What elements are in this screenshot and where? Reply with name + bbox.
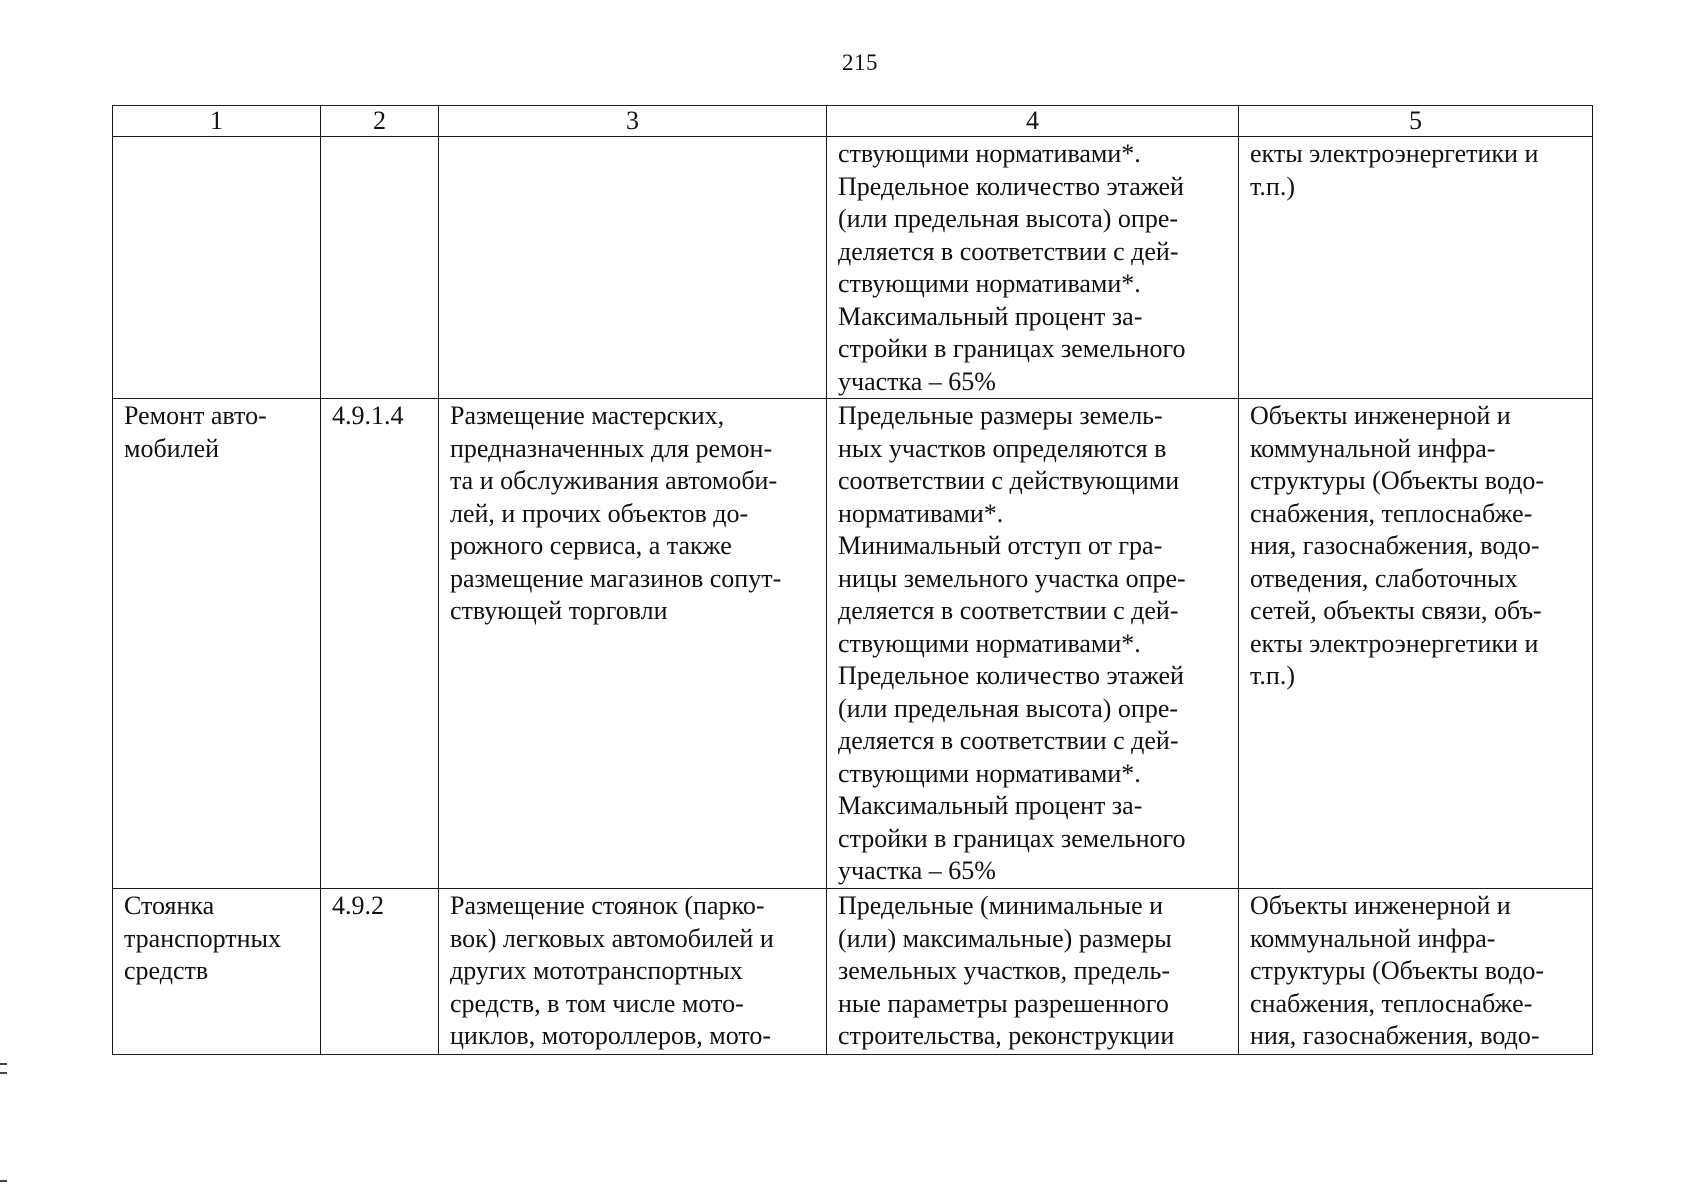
table-cell-col4: [827, 137, 1239, 399]
cell-text-line: ных участков определяются в: [838, 433, 1167, 463]
cell-text-line: строительства, реконструкции: [838, 1021, 1175, 1050]
table-cell-col1: [113, 889, 321, 1055]
cell-text-line: транспортных: [124, 923, 281, 953]
table-row-auto-repair: [113, 399, 1593, 889]
table-cell-col3: [439, 889, 827, 1055]
scan-margin-mark: [0, 1072, 7, 1074]
cell-text-line: Стоянка: [124, 891, 215, 920]
table-cell-col4: [827, 889, 1239, 1055]
table-row-vehicle-parking: [113, 889, 1593, 1055]
cell-text-line: снабжения, теплоснабже-: [1250, 988, 1533, 1018]
cell-text-line: мобилей: [124, 433, 220, 463]
column-header: 2: [321, 106, 439, 137]
cell-text-line: нормативами*.: [838, 498, 1004, 528]
cell-text-line: Объекты инженерной и: [1250, 891, 1511, 920]
cell-text-line: деляется в соответствии с дей-: [838, 236, 1179, 266]
cell-text-line: ные параметры разрешенного: [838, 988, 1169, 1018]
cell-text-line: структуры (Объекты водо-: [1250, 956, 1545, 985]
cell-text-line: Максимальный процент за-: [838, 791, 1143, 820]
table-row-continuation: [113, 137, 1593, 399]
cell-text-line: ствующей торговли: [450, 596, 668, 625]
cell-text-line: сетей, объекты связи, объ-: [1250, 596, 1542, 625]
cell-text-line: Размещение мастерских,: [450, 401, 725, 430]
cell-text-line: ствующими нормативами*.: [838, 758, 1141, 788]
cell-text-line: Ремонт авто-: [124, 401, 267, 430]
cell-text-line: Максимальный процент за-: [838, 301, 1143, 331]
cell-text-line: коммунальной инфра-: [1250, 433, 1496, 463]
column-header: 4: [827, 106, 1239, 137]
cell-text-line: отведения, слаботочных: [1250, 563, 1518, 593]
cell-text-line: Предельные (минимальные и: [838, 891, 1164, 920]
cell-text-line: участка – 65%: [838, 856, 996, 885]
cell-text-line: стройки в границах земельного: [838, 823, 1186, 853]
table-cell-col3: [439, 137, 827, 399]
cell-text-line: рожного сервиса, а также: [450, 531, 732, 560]
cell-text-line: предназначенных для ремон-: [450, 433, 773, 463]
column-header: 1: [113, 106, 321, 137]
cell-text-line: Предельное количество этажей: [838, 171, 1184, 201]
cell-text-line: ния, газоснабжения, водо-: [1250, 531, 1540, 560]
cell-text-line: деляется в соответствии с дей-: [838, 596, 1179, 625]
cell-text-line: ния, газоснабжения, водо-: [1250, 1021, 1540, 1050]
column-header: 3: [439, 106, 827, 137]
cell-text-line: циклов, мотороллеров, мото-: [450, 1021, 772, 1050]
cell-text-line: вок) легковых автомобилей и: [450, 923, 774, 953]
cell-text-line: ницы земельного участка опре-: [838, 563, 1186, 593]
cell-text-line: размещение магазинов сопут-: [450, 563, 782, 593]
table-header-row: [113, 106, 1593, 137]
cell-text-line: ствующими нормативами*.: [838, 139, 1141, 168]
cell-text-line: т.п.): [1250, 661, 1295, 690]
table-cell-col4: [827, 399, 1239, 889]
cell-text-line: (или) максимальные) размеры: [838, 923, 1172, 953]
cell-text-line: коммунальной инфра-: [1250, 923, 1496, 953]
column-header: 5: [1239, 106, 1593, 137]
table-cell-col2: 4.9.2: [321, 889, 439, 1055]
cell-text-line: Минимальный отступ от гра-: [838, 531, 1163, 560]
cell-text-line: (или предельная высота) опре-: [838, 693, 1179, 723]
cell-text-line: (или предельная высота) опре-: [838, 204, 1179, 233]
cell-text-line: екты электроэнергетики и: [1250, 139, 1539, 168]
table-cell-col2: [321, 137, 439, 399]
table-cell-col1: [113, 399, 321, 889]
cell-text-line: та и обслуживания автомоби-: [450, 466, 778, 495]
table-cell-col1: [113, 137, 321, 399]
cell-text-line: стройки в границах земельного: [838, 334, 1186, 363]
cell-text-line: т.п.): [1250, 171, 1295, 201]
cell-text-line: других мототранспортных: [450, 956, 743, 985]
cell-text-line: участка – 65%: [838, 366, 996, 396]
cell-text-line: средств, в том числе мото-: [450, 988, 744, 1018]
cell-text-line: екты электроэнергетики и: [1250, 628, 1539, 658]
page-number: 215: [842, 50, 878, 75]
regulations-table: [112, 105, 1593, 1055]
table-cell-col5: [1239, 399, 1593, 889]
cell-text-line: ствующими нормативами*.: [838, 628, 1141, 658]
table-cell-col5: [1239, 137, 1593, 399]
cell-text-line: деляется в соответствии с дей-: [838, 726, 1179, 755]
table-cell-col5: [1239, 889, 1593, 1055]
cell-text-line: лей, и прочих объектов до-: [450, 498, 749, 528]
cell-text-line: ствующими нормативами*.: [838, 269, 1141, 298]
cell-text-line: соответствии с действующими: [838, 466, 1180, 495]
cell-text-line: снабжения, теплоснабже-: [1250, 498, 1533, 528]
cell-text-line: средств: [124, 956, 209, 985]
scan-margin-mark: [0, 1063, 7, 1065]
cell-text-line: земельных участков, предель-: [838, 956, 1170, 985]
cell-text-line: структуры (Объекты водо-: [1250, 466, 1545, 495]
cell-text-line: Объекты инженерной и: [1250, 401, 1511, 430]
table-cell-col3: [439, 399, 827, 889]
cell-text-line: Предельные размеры земель-: [838, 401, 1163, 430]
cell-text-line: Размещение стоянок (парко-: [450, 891, 765, 920]
scan-margin-mark: [0, 1180, 7, 1182]
cell-text-line: Предельное количество этажей: [838, 661, 1184, 690]
table-cell-col2: 4.9.1.4: [321, 399, 439, 889]
